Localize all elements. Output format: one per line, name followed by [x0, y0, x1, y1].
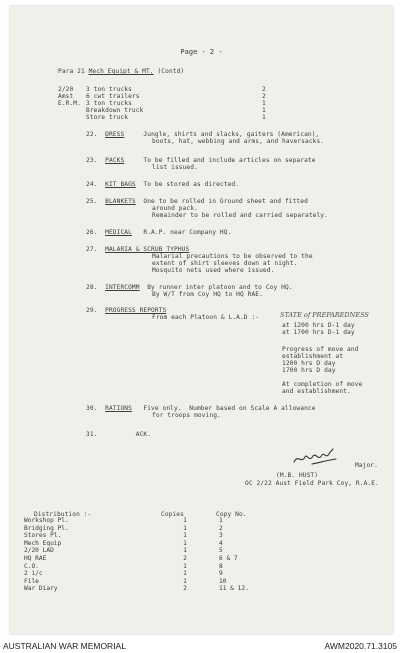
para29-line: 1700 hrs D day [282, 367, 336, 374]
handwritten-annotation: STATE of PREPAREDNESS [280, 311, 369, 319]
para-title: PROGRESS REPORTS [105, 307, 167, 314]
para-text: One to be rolled in Ground sheet and fitted [143, 198, 308, 205]
para-number: 29. [86, 307, 98, 314]
para-text: Remainder to be rolled and carried separately. [152, 212, 328, 219]
para-text: extent of shirt sleeves down at night. [152, 260, 298, 267]
para21-heading [58, 68, 184, 75]
signature [292, 448, 340, 468]
dist-copy-no: 9 [219, 570, 223, 578]
table-row [24, 585, 299, 593]
dist-copies: 1 [183, 547, 187, 555]
para21-title: Mech Equipt & MT. [88, 68, 154, 75]
para-number: 25. [86, 198, 98, 205]
para21-qty: 1 [262, 100, 266, 107]
signature-unit: OC 2/22 Aust Field Park Coy, R.A.E. [245, 480, 379, 487]
footer-source: AUSTRALIAN WAR MEMORIAL [3, 641, 126, 651]
dist-copies: 1 [183, 577, 187, 585]
para21-qty: 2 [262, 93, 266, 100]
dist-copy-no: 3 [219, 532, 223, 540]
para-text: By W/T from Coy HQ to HQ RAE. [152, 291, 263, 298]
para-number: 27. [86, 246, 98, 253]
para-text: Five only. Number based on Scale A allowance [143, 405, 316, 412]
dist-to: 2 i/c [24, 570, 43, 578]
dist-to: Workshop Pl. [24, 517, 69, 524]
table-row [24, 547, 299, 555]
para21-desc: Breakdown truck [86, 107, 144, 114]
distribution-col-copies: Copies [161, 511, 184, 518]
table-row [24, 532, 299, 540]
para-number: 24. [86, 181, 98, 188]
distribution-table [24, 517, 299, 593]
dist-to: HQ RAE [24, 554, 47, 562]
para31 [86, 431, 151, 438]
para-number: 28. [86, 284, 98, 291]
para-text: Jungle, shirts and slacks, gaiters (American), [143, 131, 320, 138]
para-number: 31. [86, 431, 98, 438]
dist-to: Bridging Pl. [24, 524, 69, 532]
distribution-col-copy-no: Copy No. [216, 511, 247, 518]
table-row [24, 578, 299, 586]
dist-copy-no: 4 [219, 539, 223, 547]
dist-to: War Diary [24, 585, 58, 593]
para24 [86, 181, 239, 188]
table-row [24, 540, 299, 548]
para-number: 23. [86, 157, 98, 164]
para29-line: at 1200 hrs D-1 day [282, 322, 355, 329]
para-title: MALARIA & SCRUB TYPHUS [105, 246, 190, 253]
para-number: 30. [86, 405, 98, 412]
dist-copies: 1 [183, 562, 187, 570]
dist-to: 2/20 LAD [24, 547, 54, 555]
dist-to: C.O. [24, 562, 39, 570]
dist-copy-no: 10 [219, 577, 227, 585]
para23 [86, 157, 316, 164]
dist-copies: 1 [183, 532, 187, 540]
para-text: Malarial precautions to be observed to the [152, 253, 313, 260]
signature-name: (M.B. HUST) [276, 472, 319, 479]
para-title: PACKS [105, 157, 125, 164]
para21-contd: (Contd) [157, 68, 185, 75]
para-text: around pack. [152, 205, 198, 212]
para21-item: E.R.M. [58, 100, 81, 107]
dist-copy-no: 5 [219, 547, 223, 555]
para-text: Mosquito nets used where issued. [152, 267, 275, 274]
para-text: list issued. [152, 164, 198, 171]
dist-to: File [24, 577, 39, 585]
dist-copies: 1 [183, 570, 187, 578]
dist-copies: 1 [183, 539, 187, 547]
footer-accession-number: AWM2020.71.3105 [324, 641, 397, 651]
dist-copies: 1 [183, 524, 187, 532]
table-row [24, 570, 299, 578]
para21-desc: 3 ton trucks [86, 86, 132, 93]
dist-copy-no: 11 & 12. [219, 585, 249, 593]
para21-desc: 3 ton trucks [86, 100, 132, 107]
para29-line: 1200 hrs D day [282, 360, 336, 367]
para-title: INTERCOMM [105, 284, 140, 291]
para21-desc: Store truck [86, 114, 129, 121]
para21-item: Amst [58, 93, 74, 100]
dist-copy-no: 1 [219, 517, 223, 524]
para-text: boots, hat, webbing and arms, and haversacks. [152, 138, 325, 145]
signature-rank: Major. [355, 462, 378, 469]
dist-copies: 1 [183, 517, 187, 524]
para-text: By runner inter platoon and to Coy HQ. [147, 284, 293, 291]
para-title: KIT BAGS [105, 181, 136, 188]
para-number: 26. [86, 229, 98, 236]
table-row [24, 555, 299, 563]
dist-copies: 2 [183, 554, 187, 562]
para-title: MEDICAL [105, 229, 132, 236]
para-title: DRESS [105, 131, 125, 138]
dist-copy-no: 8 [219, 562, 223, 570]
page-header: Page - 2 - [180, 48, 223, 56]
para29-line: establishment at [282, 353, 344, 360]
para21-qty: 1 [262, 114, 266, 121]
para-number: 22. [86, 131, 98, 138]
para29-line: Progress of move and [282, 346, 359, 353]
para21-qty: 1 [262, 107, 266, 114]
table-row [24, 525, 299, 533]
para-title: BLANKETS [105, 198, 136, 205]
para21-item: 2/20 [58, 86, 74, 93]
para-text: for troops moving. [152, 412, 221, 419]
para21-label: Para 21 [58, 68, 85, 75]
dist-to: Stores Pl. [24, 532, 62, 540]
para29-line: at 1700 hrs D-1 day [282, 329, 355, 336]
table-row [24, 517, 299, 525]
dist-to: Mech Equip [24, 539, 62, 547]
distribution-label: Distribution :- [34, 511, 92, 518]
para-text: From each Platoon & L.A.D :- [152, 314, 260, 321]
dist-copies: 2 [183, 585, 187, 593]
dist-copy-no: 2 [219, 524, 223, 532]
para21-qty: 2 [262, 86, 266, 93]
table-row [24, 563, 299, 571]
para29-line: and establishment. [282, 388, 351, 395]
para-text: R.A.P. near Company HQ. [143, 229, 232, 236]
para-title: RATIONS [105, 405, 132, 412]
para29-line: At completion of move [282, 381, 363, 388]
para-text: To be filled and include articles on separate [143, 157, 316, 164]
para-text: To be stored as directed. [143, 181, 240, 188]
para26 [86, 229, 231, 236]
dist-copy-no: 6 & 7 [219, 554, 238, 562]
para21-desc: 6 cwt trailers [86, 93, 140, 100]
para-text: ACK. [135, 431, 152, 438]
